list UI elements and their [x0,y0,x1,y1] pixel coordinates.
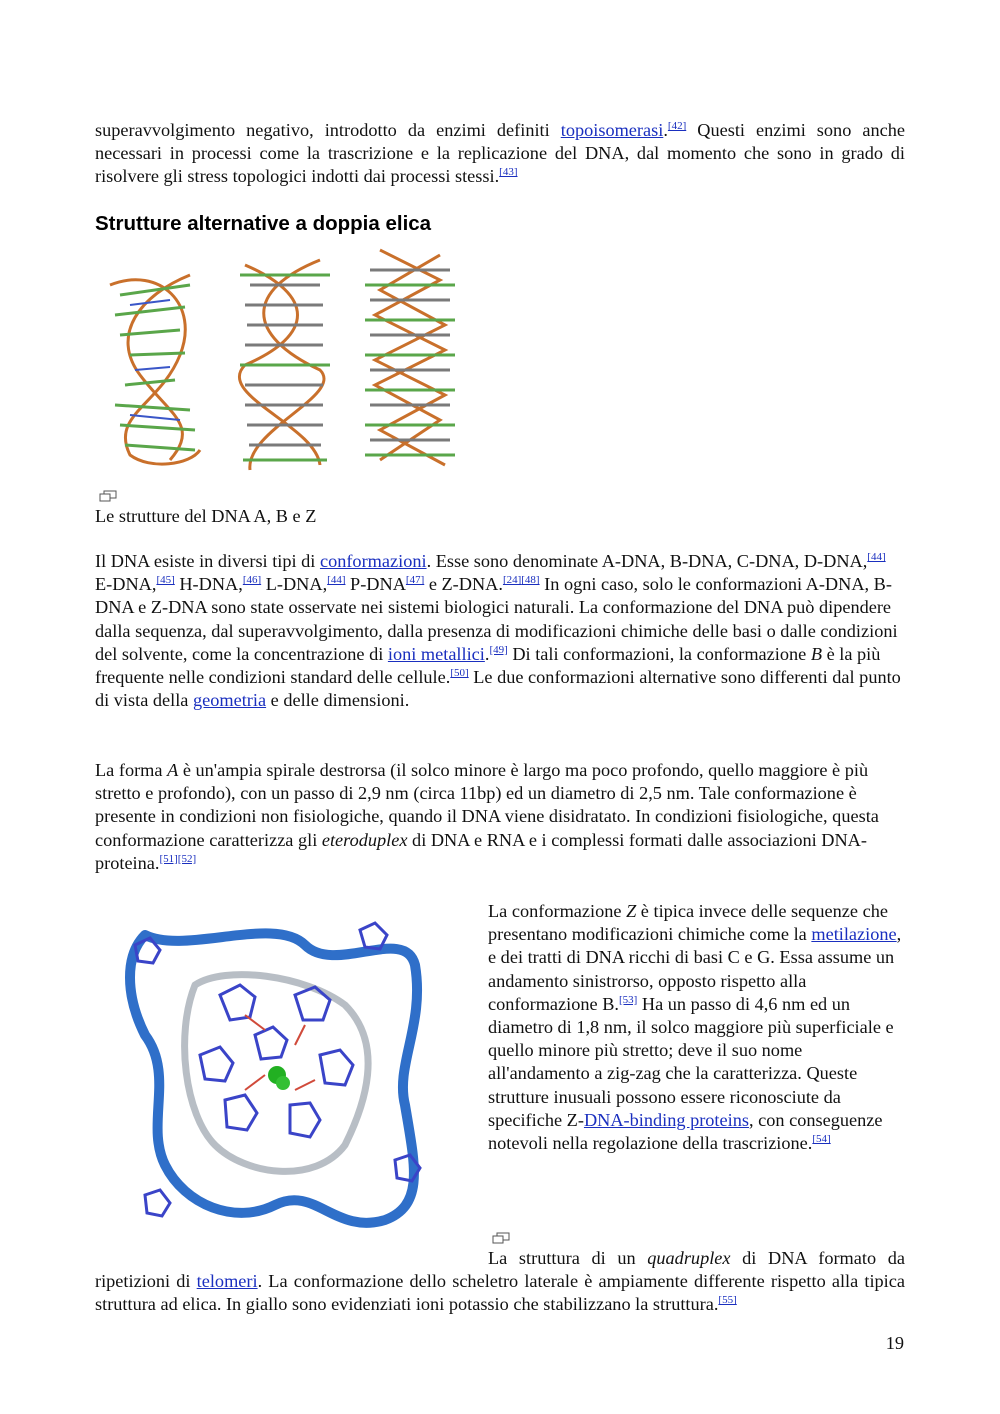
dna-helices-figure[interactable] [100,245,460,480]
ref-45[interactable]: [45] [156,574,175,587]
paragraph-a-form: La forma A è un'ampia spirale destrorsa (il solco minore è largo ma poco profondo, quello maggiore è più stretto e profondo), con un passo di 2,9 nm (circa 11bp) ed un diametro di 2,5 nm. Tale conformazione è presente in condizioni non fisiologiche, quando il DNA viene disidratato. In condizioni fisiologiche, questa conformazione caratterizza gli eteroduplex di DNA e RNA e i complessi formati dalle associazioni DNA-proteina.[51][52] [95,760,879,873]
ref-51[interactable]: [51] [159,852,178,865]
ref-44-b[interactable]: [44] [327,574,346,587]
enlarge-icon[interactable] [99,490,117,502]
ref-47[interactable]: [47] [405,574,425,587]
link-conformazioni[interactable]: conformazioni [319,551,427,571]
potassium-ion [276,1076,290,1090]
intro-paragraph [95,119,905,189]
ref-52[interactable]: [52] [177,852,197,865]
z-dna-helix [365,250,455,465]
ref-24[interactable]: [24] [502,574,522,587]
paragraph-z-form: La conformazione Z è tipica invece delle sequenze che presentano modificazioni chimiche come la metilazione, e dei tratti di DNA ricchi di basi C e G. Essa assume un andamento sinistrorso, opposto rispetto alla conformazione B.[53] Ha un passo di 4,6 nm ed un diametro di 1,8 nm, il solco maggiore più superficiale e quello minore più stretto; deve il suo nome all'andamento a zig-zag che la caratterizza. Queste strutture inusuali possono essere riconosciute da specifiche Z-DNA-binding proteins, con conseguenze notevoli nella regolazione della trascrizione.[54] [488,901,902,1154]
ref-49[interactable]: [49] [489,643,508,656]
a-dna-helix [110,275,200,464]
section-title: Strutture alternative a doppia elica [95,212,432,235]
ref-50[interactable]: [50] [450,667,469,680]
ref-55[interactable]: [55] [718,1294,737,1307]
quadruplex-figure[interactable] [105,905,455,1240]
ref-43[interactable]: [43] [499,166,518,179]
link-ioni-metallici[interactable]: ioni metallici [387,643,485,664]
ref-48[interactable]: [48] [521,574,540,587]
ref-42[interactable]: [42] [667,120,687,132]
link-metilazione[interactable]: metilazione [811,924,897,945]
intro-text: Questi enzimi sono anche necessari in processi come la trascrizione e la replicazione del DNA, dal momento che sono in grado di risolvere gli stress topologici indotti dai processi stessi. [95,120,905,187]
ref-46[interactable]: [46] [242,574,262,587]
link-geometria[interactable]: geometria [193,690,267,711]
intro-text: superavvolgimento negativo, introdotto da enzimi definiti [95,120,561,140]
ref-54[interactable]: [54] [812,1133,831,1146]
link-telomeri[interactable]: telomeri [196,1271,258,1292]
ref-44[interactable]: [44] [867,551,886,563]
enlarge-icon[interactable] [492,1232,510,1244]
figure1-caption: Le strutture del DNA A, B e Z [95,506,317,526]
link-dna-binding-proteins[interactable]: DNA-binding proteins [583,1109,749,1130]
page-number: 19 [885,1333,904,1353]
ref-53[interactable]: [53] [618,993,638,1006]
intro-text: . [663,120,668,140]
b-dna-helix [239,260,330,470]
paragraph-conformations: Il DNA esiste in diversi tipi di conformazioni. Esse sono denominate A-DNA, B-DNA, C-DNA, D-DNA,[44] E-DNA,[45] H-DNA,[46] L-DNA,[44] P-DNA[47] e Z-DNA.[24][48] In ogni caso, solo le conformazioni A-DNA, B-DNA e Z-DNA sono state osservate nei sistemi biologici naturali. La conformazione del DNA può dipendere dalla sequenza, dal superavvolgimento, dalla presenza di modificazioni chimiche delle basi o dalle condizioni del solvente, come la concentrazione di ioni metallici.[49] Di tali conformazioni, la conformazione B è la più frequente nelle condizioni standard delle cellule.[50] Le due conformazioni alternative sono differenti dal punto di vista della geometria e delle dimensioni. [95,551,901,711]
figure2-caption: La struttura di un quadruplex di DNA formato da ripetizioni di telomeri. La conformazione dello scheletro laterale è ampiamente differente rispetto alla tipica struttura ad elica. In giallo sono evidenziati ioni potassio che stabilizzano la struttura.[55] [95,1248,905,1315]
link-topoisomerasi[interactable]: topoisomerasi [560,120,664,140]
